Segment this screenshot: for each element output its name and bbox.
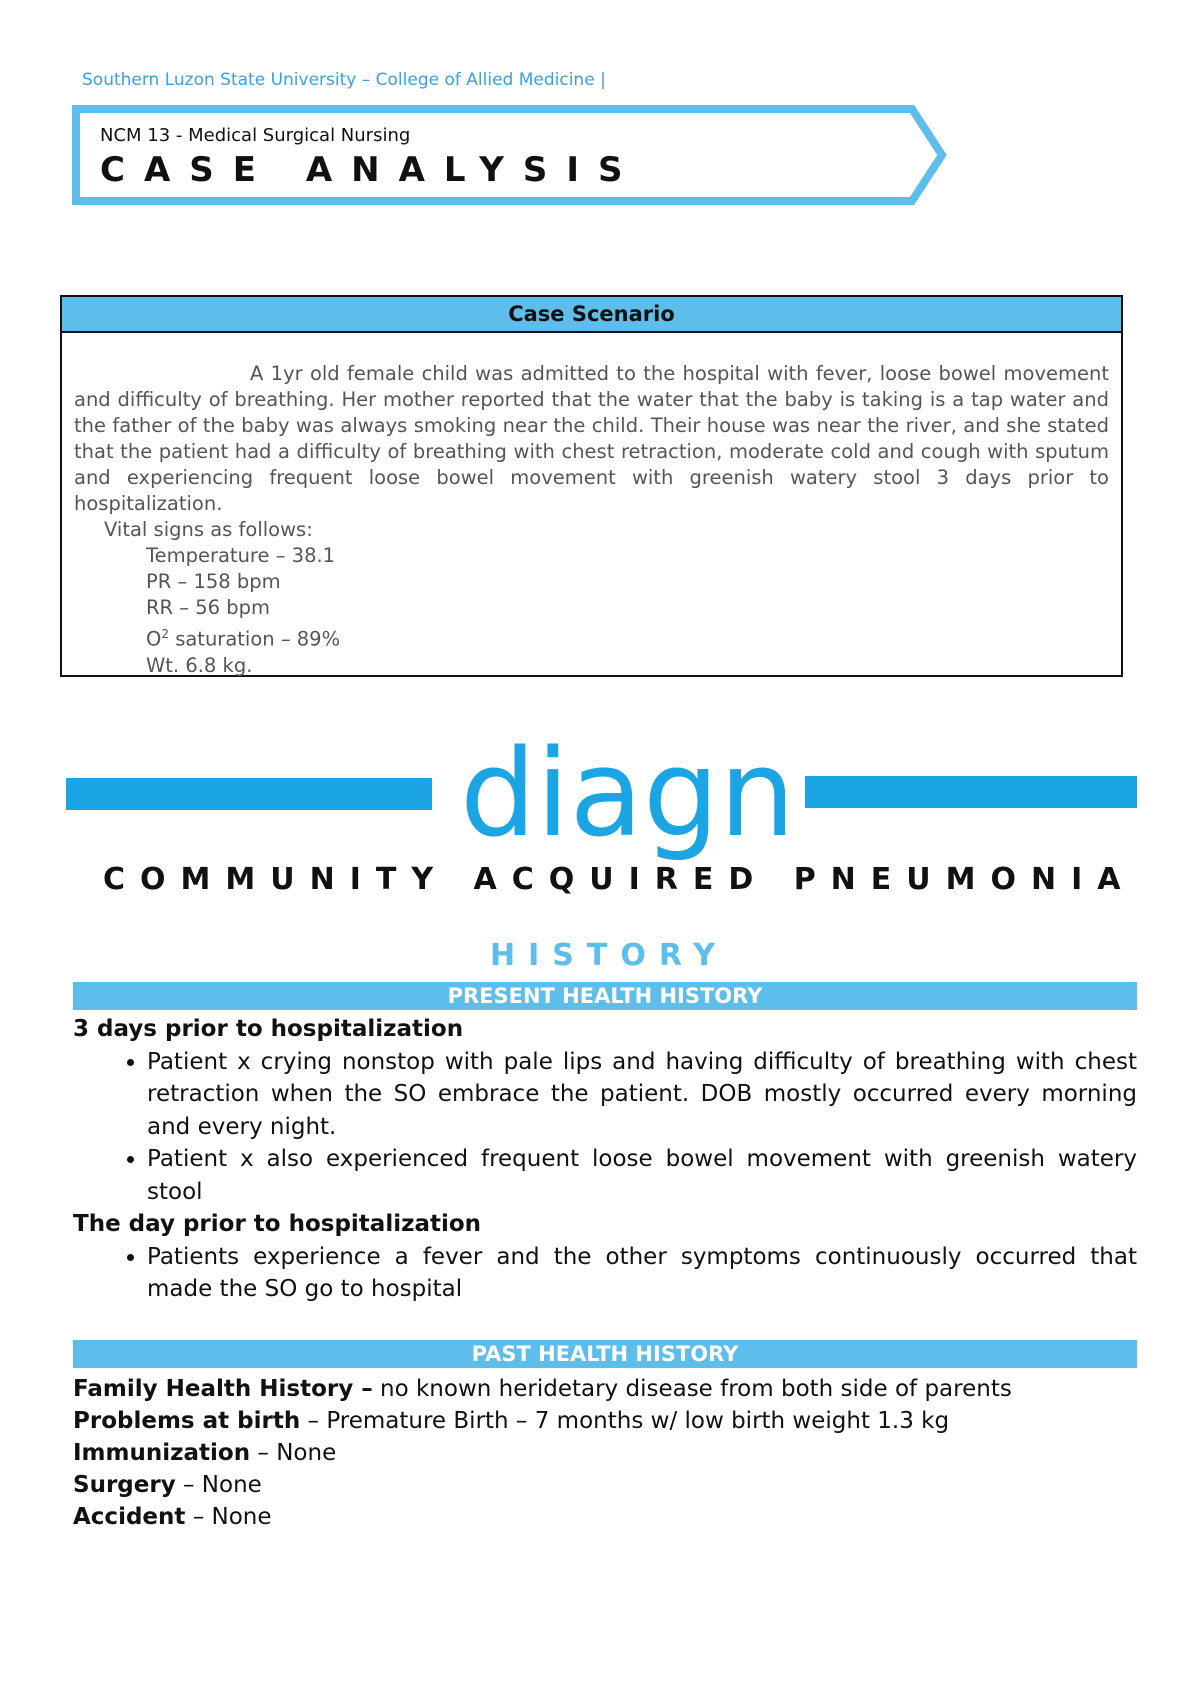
diagnosis-decor-word: diagn <box>460 735 796 860</box>
o2-rest: saturation – 89% <box>169 627 341 651</box>
vital-pr: PR – 158 bpm <box>146 570 281 593</box>
present-sub-1: 3 days prior to hospitalization <box>73 1016 464 1042</box>
present-history <box>73 1013 1137 1306</box>
case-scenario-box <box>60 295 1123 677</box>
diagnosis-title: COMMUNITY ACQUIRED PNEUMONIA <box>103 862 1136 897</box>
case-paragraph: A 1yr old female child was admitted to the hospital with fever, loose bowel movement and difficulty of breathing. Her mother reported that the water that the baby is taking is a tap water and the father of the baby was always smoking near the child. Their house was near the river, and she stated that the patient had a difficulty of breathing with chest retraction, moderate cold and cough with sputum and experiencing frequent loose bowel movement with greenish watery stool 3 days prior to hospitalization. <box>74 362 1109 515</box>
present-list-2 <box>73 1241 1137 1306</box>
past-row-accident <box>73 1501 1137 1533</box>
vital-temperature: Temperature – 38.1 <box>146 544 336 567</box>
past-row-family <box>73 1373 1137 1405</box>
case-scenario-body <box>74 361 1109 679</box>
past-value: – None <box>185 1504 272 1530</box>
past-value: no known heridetary disease from both side of parents <box>372 1376 1012 1402</box>
present-sub-2: The day prior to hospitalization <box>73 1211 482 1237</box>
history-title: HISTORY <box>490 938 729 973</box>
vital-weight: Wt. 6.8 kg. <box>146 653 253 677</box>
past-label: Accident <box>73 1504 186 1530</box>
vital-o2 <box>74 621 1109 653</box>
past-value: – Premature Birth – 7 months w/ low birth weight 1.3 kg <box>300 1408 950 1434</box>
o2-prefix: O <box>146 627 162 651</box>
past-history <box>73 1373 1137 1533</box>
decor-bar-left <box>66 778 432 810</box>
past-label: Immunization <box>73 1440 251 1466</box>
list-item: • Patient x also experienced frequent loose bowel movement with greenish watery stool <box>147 1143 1137 1208</box>
past-value: – None <box>175 1472 262 1498</box>
past-label: Surgery <box>73 1472 176 1498</box>
past-history-heading: PAST HEALTH HISTORY <box>73 1340 1137 1368</box>
o2-sup: 2 <box>161 627 169 641</box>
past-label: Family Health History – <box>73 1376 373 1402</box>
present-list-1 <box>73 1046 1137 1209</box>
course-name: NCM 13 - Medical Surgical Nursing <box>100 125 411 146</box>
past-value: – None <box>250 1440 337 1466</box>
list-item: • Patients experience a fever and the other symptoms continuously occurred that made the SO go to hospital <box>147 1241 1137 1306</box>
vital-rr: RR – 56 bpm <box>146 596 271 619</box>
past-row-immunization <box>73 1437 1137 1469</box>
present-history-heading: PRESENT HEALTH HISTORY <box>73 982 1137 1010</box>
past-row-surgery <box>73 1469 1137 1501</box>
page-title: CASE ANALYSIS <box>100 150 642 190</box>
list-item: • Patient x crying nonstop with pale lips and having difficulty of breathing with chest retraction when the SO embrace the patient. DOB mostly occurred every morning and every night. <box>147 1046 1137 1144</box>
decor-bar-right <box>805 776 1137 808</box>
past-label: Problems at birth <box>73 1408 301 1434</box>
institution-line: Southern Luzon State University – College of Allied Medicine | <box>82 70 606 90</box>
past-row-birth <box>73 1405 1137 1437</box>
vitals-title: Vital signs as follows: <box>104 518 313 541</box>
case-scenario-heading: Case Scenario <box>62 297 1121 333</box>
